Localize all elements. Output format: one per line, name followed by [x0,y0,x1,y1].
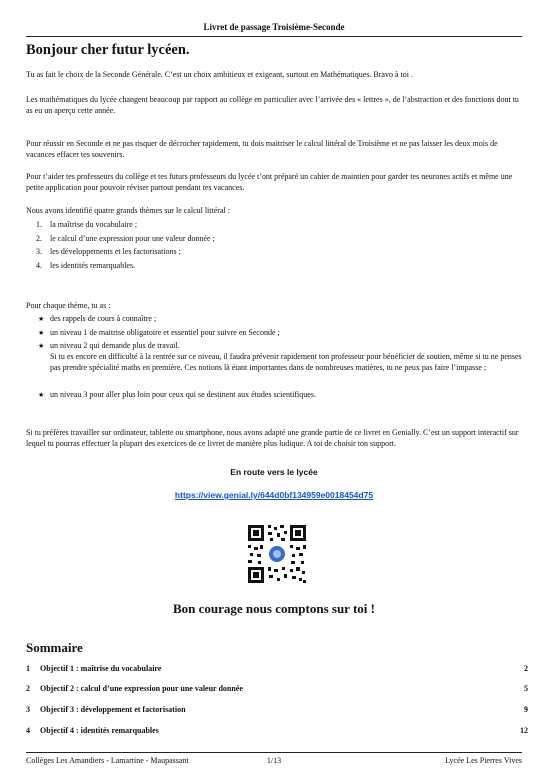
list-item: 4. les identités remarquables. [36,260,136,270]
themes-list [26,220,526,274]
page-number: 1/13 [266,756,282,765]
features-intro: Pour chaque thème, tu as : [26,301,111,310]
route-label: En route vers le lycée [230,467,318,477]
courage-message: Bon courage nous comptons sur toi ! [172,601,375,616]
intro-paragraph-4: Pour t’aider tes professeurs du collège et tes futurs professeurs du lycée t’ont préparé un cahier de maintien pour garder tes neurones actifs et même une petite application pour pouvoir réviser partout pendant tes vacances. [26,172,513,192]
footer-right: Lycée Les Pierres Vives [445,756,522,765]
page-header: Livret de passage Troisième-Seconde [26,22,522,37]
footer-left: Collèges Les Amandiers - Lamartine - Maupassant [26,756,189,765]
intro-paragraph-3: Pour réussir en Seconde et ne pas risquer de décrocher rapidement, tu dois maitriser le calcul littéral de Troisième et ne pas laisser les deux mois de vacances effacer tes souvenirs. [26,139,498,159]
genially-paragraph: Si tu préfères travailler sur ordinateur, tablette ou smartphone, nous avons adapté une grande partie de ce livret en Genially. C’est un support interactif sur lequel tu pourras effectuer la plupart des exercices de ce livret de manière plus ludique. A toi de choisir ton support. [26,428,519,448]
star-bullet-icon: ★ [38,328,45,337]
list-item: ★ un niveau 1 de maitrise obligatoire et essentiel pour suivre en Seconde ; [38,327,280,337]
themes-intro: Nous avons identifié quatre grands thèmes sur le calcul littéral : [26,206,230,215]
feature-note: Si tu es encore en difficulté à la rentrée sur ce niveau, il faudra prévenir rapidement ton professeur pour bénéficier de soutien, même si tu ne penses pas prendre spécialité maths en première. Ces notions là étant importantes dans de nombreuses matières, tu ne peux pas faire l’impasse ; [50,351,522,372]
features-list [26,314,526,404]
greeting-heading: Bonjour cher futur lycéen. [26,42,190,58]
qr-code-icon[interactable] [246,523,308,585]
toc-row[interactable]: 2 Objectif 2 : calcul d’une expression pour une valeur donnée 5 [26,684,528,693]
list-item: ★ des rappels de cours à connaître ; [38,314,157,323]
list-item: 1. la maîtrise du vocabulaire ; [36,220,138,229]
intro-paragraph-2: Les mathématiques du lycée changent beaucoup par rapport au collège en particulier avec l’arrivée des « lettres », de l’abstraction et des fonctions dont tu as eu un aperçu cette année. [26,95,519,115]
star-bullet-icon: ★ [38,315,45,323]
list-item: ★ un niveau 2 qui demande plus de travail. Si tu es encore en difficulté à la rentrée sur ce niveau, il faudra prévenir rapidement ton professeur pour bénéficier de soutien, même si tu ne penses pas prendre spécialité maths en première. Ces notions là étant importantes dans de nombreuses matières, tu ne peux pas faire l’impasse ; [38,341,522,372]
toc-row[interactable]: 4 Objectif 4 : identités remarquables 12 [26,726,528,735]
toc-row[interactable]: 1 Objectif 1 : maîtrise du vocabulaire 2 [26,664,528,673]
intro-paragraph-1: Tu as fait le choix de la Seconde Générale. C’est un choix ambitieux et exigeant, surtout en Mathématiques. Bravo à toi . [26,70,413,79]
toc-row[interactable]: 3 Objectif 3 : développement et factorisation 9 [26,705,528,714]
list-item: 3. les développements et les factorisations ; [36,247,181,256]
sommaire-title: Sommaire [26,640,83,655]
star-bullet-icon: ★ [38,342,45,350]
list-item: 2. le calcul d’une expression pour une valeur donnée ; [36,233,215,243]
list-item: ★ un niveau 3 pour aller plus loin pour ceux qui se destinent aux études scientifiques. [38,390,316,399]
page-footer [26,752,522,767]
star-bullet-icon: ★ [38,391,45,399]
genially-link[interactable]: https://view.genial.ly/644d0bf134959e0018454d75 [174,490,374,500]
